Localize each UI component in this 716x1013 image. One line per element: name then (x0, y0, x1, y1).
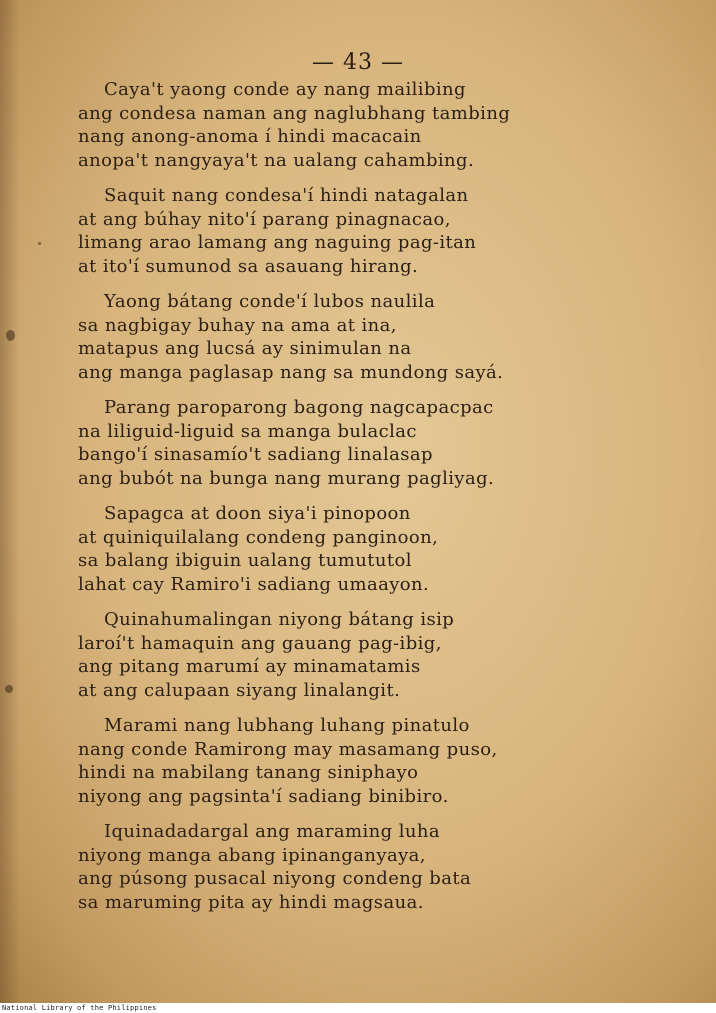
verse-line: sa balang ibiguin ualang tumututol (78, 550, 412, 571)
verse-line: at ito'í sumunod sa asauang hirang. (78, 255, 419, 277)
verse-line: Sapagca at doon siya'i pinopoon (104, 503, 411, 524)
verse-line: ang manga paglasap nang sa mundong sayá. (78, 361, 504, 383)
verse-line: ang condesa naman ang naglubhang tambing (78, 102, 511, 124)
verse-line: at ang calupaan siyang linalangit. (78, 679, 401, 701)
stanza (0, 184, 716, 278)
verse-line: Yaong bátang conde'í lubos naulila (104, 291, 436, 312)
verse-line: limang arao lamang ang naguing pag-itan (78, 232, 477, 253)
verse-line: Parang paroparong bagong nagcapacpac (104, 397, 494, 418)
verse-line: matapus ang lucsá ay sinimulan na (78, 338, 412, 359)
stanza (0, 820, 716, 914)
verse-line: niyong ang pagsinta'í sadiang binibiro. (78, 785, 449, 807)
verse-line: ang pitang marumí ay minamatamis (78, 656, 421, 677)
verse-line: sa nagbigay buhay na ama at ina, (78, 314, 397, 336)
stanza (0, 502, 716, 596)
stanza (0, 608, 716, 702)
verse-line: niyong manga abang ipinanganyaya, (78, 844, 426, 866)
verse-line: Marami nang lubhang luhang pinatulo (104, 715, 470, 736)
verse-line: Caya't yaong conde ay nang mailibing (104, 79, 466, 100)
verse-line: Iquinadadargal ang maraming luha (104, 821, 440, 842)
verse-line: anopa't nangyaya't na ualang cahambing. (78, 149, 475, 171)
verse-line: ang bubót na bunga nang murang pagliyag. (78, 467, 495, 489)
poem-body (0, 78, 716, 926)
source-footer: National Library of the Philippines (2, 1004, 157, 1012)
stanza (0, 290, 716, 384)
verse-line: sa maruming pita ay hindi magsaua. (78, 891, 424, 913)
stanza (0, 78, 716, 172)
stanza (0, 714, 716, 808)
verse-line: laroí't hamaquin ang gauang pag-ibig, (78, 632, 442, 654)
verse-line: bango'í sinasamío't sadiang linalasap (78, 444, 433, 465)
stanza (0, 396, 716, 490)
page-number: — 43 — (312, 50, 404, 75)
verse-line: at ang búhay nito'í parang pinagnacao, (78, 208, 451, 230)
verse-line: nang anong-anoma í hindi macacain (78, 126, 422, 147)
verse-line: lahat cay Ramiro'i sadiang umaayon. (78, 573, 430, 595)
verse-line: ang púsong pusacal niyong condeng bata (78, 868, 472, 889)
verse-line: Quinahumalingan niyong bátang isip (104, 609, 455, 630)
verse-line: at quiniquilalang condeng panginoon, (78, 526, 439, 548)
verse-line: na liliguid-liguid sa manga bulaclac (78, 420, 417, 442)
verse-line: Saquit nang condesa'í hindi natagalan (104, 185, 469, 206)
verse-line: nang conde Ramirong may masamang puso, (78, 738, 498, 760)
verse-line: hindi na mabilang tanang siniphayo (78, 762, 419, 783)
